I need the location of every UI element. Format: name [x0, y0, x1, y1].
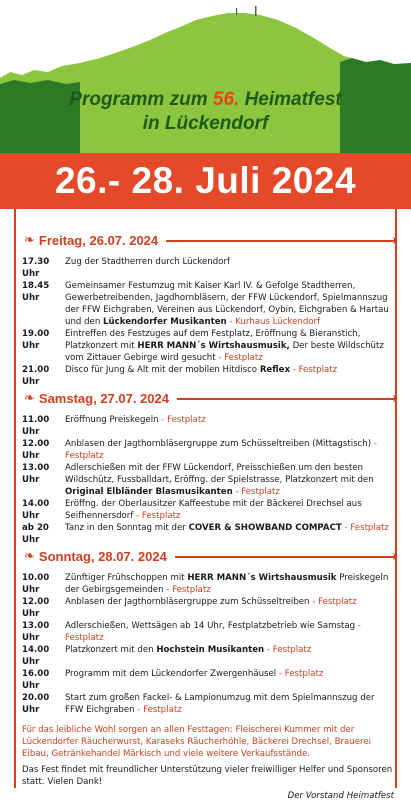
date-banner	[0, 153, 411, 209]
schedule-row: 12.00 Uhr Anblasen der Jagthornbläsergruppe zum Schüsseltreiben - Festplatz	[22, 597, 357, 619]
thanks-note: Das Fest findet mit freundlicher Unterstützung vieler freiwilliger Helfer und Sponsoren statt. Vielen Dank!	[22, 765, 393, 787]
schedule-row: 12.00 Uhr Anblasen der Jagthornbläsergruppe zum Schüsseltreiben (Mittagstisch) - Festplatz	[22, 439, 377, 461]
title-number: 56.	[212, 89, 240, 110]
schedule-row: 13.00 Uhr Adlerschießen mit der FFW Lückendorf, Preisschießen um den besten Wildschütz, Fussballdart, Eröffng. der Spielstrasse, Platzkonzert mit den Original Elbländer Blasmusikanten - Festplatz	[22, 463, 374, 497]
schedule-row: 14.00 Uhr Eröffng. der Oberlausitzer Kaffeestube mit der Bäckerei Drechsel aus Seifhennersdorf - Festplatz	[22, 499, 362, 521]
schedule-row: 13.00 Uhr Adlerschießen, Wettsägen ab 14 Uhr, Festplatzbetrieb wie Samstag - Festplatz	[22, 621, 361, 643]
schedule-row: 11.00 Uhr Eröffnung Preiskegeln - Festplatz	[22, 415, 206, 437]
title-line2: in Lückendorf	[142, 113, 269, 134]
ornament-icon: ❧	[24, 549, 35, 564]
day-heading: ❧ Freitag, 26.07. 2024	[22, 232, 394, 250]
day-heading: ❧ Samstag, 27.07. 2024	[22, 390, 394, 408]
schedule-row: 18.45 Uhr Gemeinsamer Festumzug mit Kaiser Karl IV. & Gefolge Stadtherren, Gewerbetreibenden, Jagdhornbläsern, der FFW Lückendorf, Spielmannszug der FFW Eichgraben, Vereinen aus Lückendorf, Oybin, Eichgraben & Hartau und den Lückendorfer Musikanten - Kurhaus Lückendorf	[22, 281, 389, 327]
signature: Der Vorstand Heimatfest	[287, 791, 394, 801]
schedule-row: 17.30 Uhr Zug der Stadtherren durch Lückendorf	[22, 257, 231, 279]
schedule-row: 10.00 Uhr Zünftiger Frühschoppen mit HERR MANN´s Wirtshausmusik Preiskegeln der Gebirgsgemeinden - Festplatz	[22, 573, 389, 595]
ornament-icon: ❧	[24, 391, 35, 406]
festival-date: 26.- 28. Juli 2024	[54, 160, 357, 201]
title-prefix: Programm zum	[69, 89, 213, 110]
page-title	[0, 88, 411, 136]
schedule-row: 14.00 Uhr Platzkonzert mit den Hochstein Musikanten - Festplatz	[22, 645, 312, 667]
schedule-row: 20.00 Uhr Start zum großen Fackel- & Lampionumzug mit dem Spielmannszug der FFW Eichgraben - Festplatz	[22, 693, 375, 715]
program-content	[22, 220, 394, 802]
ornament-icon: ❧	[24, 233, 35, 248]
day-heading: ❧ Sonntag, 28.07. 2024	[22, 548, 394, 566]
title-suffix: Heimatfest	[239, 89, 342, 110]
schedule-row: ab 20 Uhr Tanz in den Sonntag mit der COVER & SHOWBAND COMPACT - Festplatz	[22, 523, 389, 545]
catering-note: Für das leibliche Wohl sorgen an allen Festtagen: Fleischerei Kummer mit der Lückendorfer Räucherwurst, Karaseks Räucherhöhle, Bäckerei Drechsel, Brauerei Eibau, Getränkehandel Märkisch und viele weitere Verkaufsstände.	[22, 725, 372, 759]
schedule-row: 19.00 Uhr Eintreffen des Festzuges auf dem Festplatz, Eröffnung & Bieranstich, Platzkonzert mit HERR MANN´s Wirtshausmusik, Der beste Wildschütz vom Zittauer Gebirge wird gesucht - Festplatz	[22, 329, 384, 363]
schedule-row: 21.00 Uhr Disco für Jung & Alt mit der mobilen Hitdisco Reflex - Festplatz	[22, 365, 338, 387]
schedule-row: 16.00 Uhr Programm mit dem Lückendorfer Zwergenhäusel - Festplatz	[22, 669, 324, 691]
